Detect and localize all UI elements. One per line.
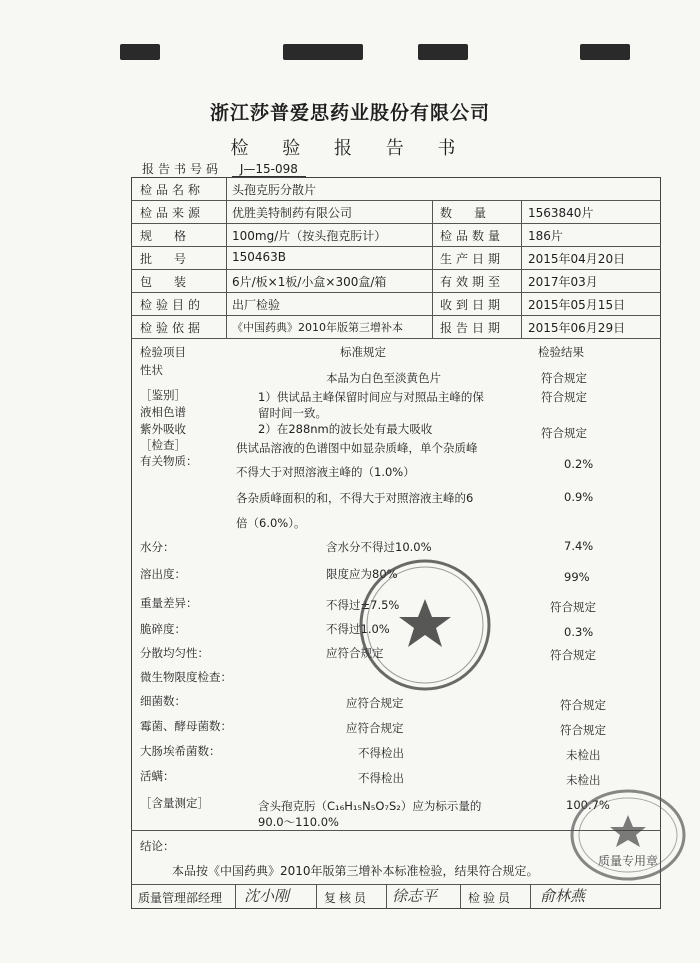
test-standard: 本品为白色至淡黄色片 <box>326 371 441 385</box>
company-name: 浙江莎普爱思药业股份有限公司 <box>209 102 490 124</box>
test-result: 0.9% <box>564 490 594 504</box>
quantity-value: 1563840片 <box>528 206 594 220</box>
test-standard: 应符合规定 <box>346 696 404 710</box>
mfg-date-value: 2015年04月20日 <box>528 252 626 266</box>
product-name-label: 检品名称 <box>140 183 205 197</box>
reviewer-label: 复核员 <box>324 891 370 905</box>
test-standard: 不得大于对照溶液主峰的（1.0%） <box>236 465 415 479</box>
report-date-label: 报告日期 <box>440 321 505 335</box>
dept-seal-text: 质量专用章 <box>597 854 659 868</box>
expiry-value: 2017年03月 <box>528 275 598 289</box>
test-standard: 不得过1.0% <box>326 622 390 636</box>
qa-manager-label: 质量管理部经理 <box>138 891 223 905</box>
seal-star-icon <box>399 599 451 647</box>
col-header-result: 检验结果 <box>538 345 584 359</box>
test-standard: 倍（6.0%）。 <box>236 516 306 530</box>
basis-label: 检验依据 <box>140 321 205 335</box>
test-standard: 2）在288nm的波长处有最大吸收 <box>258 422 433 436</box>
redaction-mark <box>120 44 160 60</box>
spec-label: 规格 <box>140 229 209 243</box>
batch-value: 150463B <box>232 250 287 264</box>
source-label: 检品来源 <box>140 206 205 220</box>
sample-qty-value: 186片 <box>528 229 563 243</box>
test-standard: 各杂质峰面积的和，不得大于对照溶液主峰的6 <box>236 491 474 505</box>
quantity-label: 数量 <box>440 206 509 220</box>
test-result: 符合规定 <box>550 648 596 662</box>
col-header-standard: 标准规定 <box>340 345 386 359</box>
test-standard: 含水分不得过10.0% <box>326 540 432 554</box>
test-standard: 应符合规定 <box>326 646 384 660</box>
seal-star-icon <box>610 815 646 847</box>
report-number-label: 报告书号码 <box>142 162 223 176</box>
test-result: 99% <box>564 570 590 584</box>
purpose-value: 出厂检验 <box>232 298 281 312</box>
test-result: 符合规定 <box>560 723 606 737</box>
test-standard: 不得检出 <box>358 746 404 760</box>
test-item: 水分： <box>140 540 175 554</box>
test-item: 重量差异： <box>140 596 198 610</box>
test-item: 紫外吸收 <box>140 422 186 436</box>
report-number <box>142 160 306 177</box>
product-name-value: 头孢克肟分散片 <box>232 183 317 197</box>
redaction-mark <box>418 44 468 60</box>
sample-qty-label: 检品数量 <box>440 229 505 243</box>
test-item: 活螨： <box>140 769 175 783</box>
test-item: ［检查］ <box>140 438 186 452</box>
test-standard: 留时间一致。 <box>258 406 327 420</box>
redaction-mark <box>283 44 363 60</box>
qa-manager-signature: 沈小刚 <box>244 887 290 905</box>
test-standard: 1）供试品主峰保留时间应与对照品主峰的保 <box>258 390 484 404</box>
package-label: 包装 <box>140 275 209 289</box>
inspector-label: 检验员 <box>468 891 514 905</box>
batch-label: 批号 <box>140 252 209 266</box>
test-result: 符合规定 <box>541 371 587 385</box>
test-result: 未检出 <box>566 748 601 762</box>
package-value: 6片/板×1板/小盒×300盒/箱 <box>232 275 387 289</box>
source-value: 优胜美特制药有限公司 <box>232 206 353 220</box>
test-result: 符合规定 <box>541 390 587 404</box>
test-result: 0.2% <box>564 457 594 471</box>
test-item: 脆碎度： <box>140 622 186 636</box>
report-number-value: J—15-098 <box>232 162 306 177</box>
test-result: 100.7% <box>566 798 610 812</box>
received-value: 2015年05月15日 <box>528 298 626 312</box>
test-standard: 含头孢克肟（C₁₆H₁₅N₅O₇S₂）应为标示量的 <box>258 799 482 813</box>
conclusion-label: 结论： <box>140 839 175 853</box>
col-header-item: 检验项目 <box>140 345 186 359</box>
purpose-label: 检验目的 <box>140 298 205 312</box>
dept-seal <box>568 785 688 885</box>
test-standard: 限度应为80% <box>326 567 398 581</box>
test-result: 0.3% <box>564 625 594 639</box>
test-item: 有关物质： <box>140 454 198 468</box>
document-title: 检 验 报 告 书 <box>230 138 470 159</box>
test-item: 溶出度： <box>140 567 186 581</box>
redaction-mark <box>580 44 630 60</box>
test-item: 液相色谱 <box>140 405 186 419</box>
spec-value: 100mg/片（按头孢克肟计） <box>232 229 387 243</box>
test-item: 霉菌、酵母菌数： <box>140 719 232 733</box>
basis-value: 《中国药典》2010年版第三增补本 <box>232 321 403 334</box>
test-item: 微生物限度检查： <box>140 670 232 684</box>
test-result: 未检出 <box>566 773 601 787</box>
test-item: ［含量测定］ <box>140 796 209 810</box>
test-result: 7.4% <box>564 539 594 553</box>
mfg-date-label: 生产日期 <box>440 252 505 266</box>
test-standard: 供试品溶液的色谱图中如显杂质峰，单个杂质峰 <box>236 441 478 455</box>
test-result: 符合规定 <box>541 426 587 440</box>
test-item: 细菌数： <box>140 694 186 708</box>
test-item: 性状 <box>140 363 163 377</box>
expiry-label: 有效期至 <box>440 275 505 289</box>
test-result: 符合规定 <box>560 698 606 712</box>
test-standard: 不得过±7.5% <box>326 598 400 612</box>
test-standard: 应符合规定 <box>346 721 404 735</box>
received-label: 收到日期 <box>440 298 505 312</box>
conclusion-text: 本品按《中国药典》2010年版第三增补本标准检验，结果符合规定。 <box>172 864 539 878</box>
test-item: ［鉴别］ <box>140 388 186 402</box>
test-item: 大肠埃希菌数： <box>140 744 221 758</box>
report-date-value: 2015年06月29日 <box>528 321 626 335</box>
inspector-signature: 俞林燕 <box>540 887 586 905</box>
test-result: 符合规定 <box>550 600 596 614</box>
company-seal <box>355 555 495 695</box>
test-standard: 90.0～110.0% <box>258 815 339 829</box>
reviewer-signature: 徐志平 <box>392 887 438 905</box>
test-item: 分散均匀性： <box>140 646 209 660</box>
test-standard: 不得检出 <box>358 771 404 785</box>
